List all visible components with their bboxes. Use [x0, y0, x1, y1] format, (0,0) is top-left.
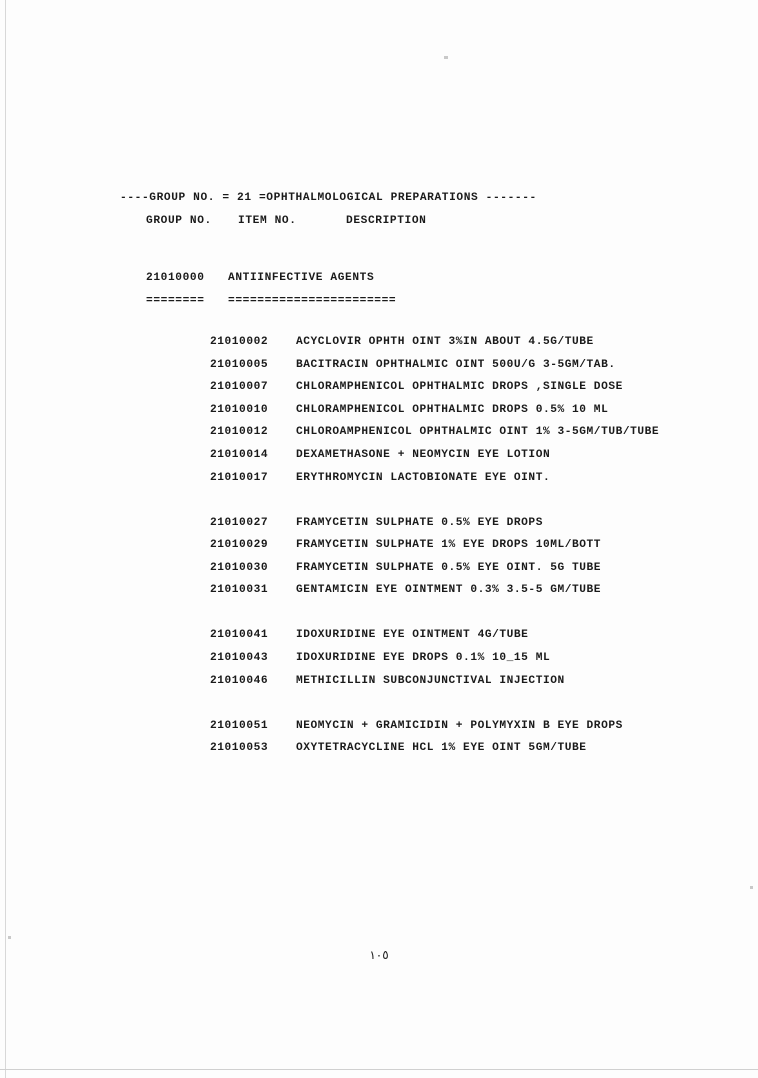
item-row	[210, 715, 750, 738]
item-description: CHLORAMPHENICOL OPHTHALMIC DROPS ,SINGLE DOSE	[296, 381, 623, 394]
item-description: IDOXURIDINE EYE DROPS 0.1% 10_15 ML	[296, 651, 551, 664]
scan-speck	[8, 936, 11, 939]
section-title: ANTIINFECTIVE AGENTS	[228, 272, 375, 284]
item-description: IDOXURIDINE EYE OINTMENT 4G/TUBE	[296, 629, 529, 642]
item-description: OXYTETRACYCLINE HCL 1% EYE OINT 5GM/TUBE	[296, 742, 587, 755]
item-row	[210, 737, 750, 760]
item-row	[210, 557, 750, 580]
item-description: METHICILLIN SUBCONJUNCTIVAL INJECTION	[296, 674, 565, 687]
section-heading	[146, 272, 374, 284]
item-description: DEXAMETHASONE + NEOMYCIN EYE LOTION	[296, 448, 551, 461]
page-edge-left	[5, 0, 6, 1078]
item-row	[210, 579, 750, 624]
item-description: CHLOROAMPHENICOL OPHTHALMIC OINT 1% 3-5GM/TUB/TUBE	[296, 426, 660, 439]
item-row	[210, 624, 750, 647]
item-code: 21010029	[210, 539, 269, 552]
item-code: 21010041	[210, 629, 269, 642]
item-code: 21010014	[210, 448, 269, 461]
item-code: 21010017	[210, 471, 269, 484]
item-row	[210, 467, 750, 512]
column-header-group-no: GROUP NO.	[146, 215, 212, 227]
column-header-description: DESCRIPTION	[346, 215, 427, 227]
group-header-line: ----GROUP NO. = 21 =OPHTHALMOLOGICAL PREPARATIONS -------	[120, 192, 537, 204]
item-code: 21010030	[210, 561, 269, 574]
item-code: 21010002	[210, 336, 269, 348]
item-description: ACYCLOVIR OPHTH OINT 3%IN ABOUT 4.5G/TUBE	[296, 336, 594, 348]
item-code: 21010046	[210, 674, 269, 687]
item-row	[210, 399, 750, 422]
item-description: GENTAMICIN EYE OINTMENT 0.3% 3.5-5 GM/TUBE	[296, 584, 602, 597]
item-code: 21010053	[210, 742, 269, 755]
item-row	[210, 354, 750, 377]
item-description: FRAMYCETIN SULPHATE 0.5% EYE OINT. 5G TUBE	[296, 561, 602, 574]
item-code: 21010031	[210, 584, 269, 597]
item-row	[210, 534, 750, 557]
section-divider-left: ========	[146, 295, 205, 307]
item-row	[210, 512, 750, 535]
page-edge-bottom	[0, 1069, 758, 1070]
item-row	[210, 376, 750, 399]
scan-speck	[444, 56, 448, 59]
item-code: 21010005	[210, 358, 269, 371]
item-description: ERYTHROMYCIN LACTOBIONATE EYE OINT.	[296, 471, 551, 484]
item-code: 21010007	[210, 381, 269, 394]
column-header-item-no: ITEM NO.	[238, 215, 297, 227]
item-code: 21010043	[210, 651, 269, 664]
item-list	[210, 331, 750, 760]
section-divider-right: =======================	[228, 295, 397, 307]
item-description: FRAMYCETIN SULPHATE 0.5% EYE DROPS	[296, 516, 543, 529]
page-number: ١٠٥	[369, 948, 389, 962]
item-description: CHLORAMPHENICOL OPHTHALMIC DROPS 0.5% 10 ML	[296, 403, 609, 416]
item-description: FRAMYCETIN SULPHATE 1% EYE DROPS 10ML/BOTT	[296, 539, 602, 552]
section-divider	[146, 295, 396, 307]
item-row	[210, 421, 750, 444]
item-code: 21010010	[210, 403, 269, 416]
column-headers	[146, 215, 426, 227]
scan-speck	[750, 886, 753, 889]
item-row	[210, 331, 750, 354]
item-description: BACITRACIN OPHTHALMIC OINT 500U/G 3-5GM/TAB.	[296, 358, 616, 371]
item-code: 21010051	[210, 719, 269, 732]
item-code: 21010012	[210, 426, 269, 439]
item-row	[210, 444, 750, 467]
item-row	[210, 670, 750, 715]
item-row	[210, 647, 750, 670]
item-code: 21010027	[210, 516, 269, 529]
section-code: 21010000	[146, 272, 205, 284]
item-description: NEOMYCIN + GRAMICIDIN + POLYMYXIN B EYE DROPS	[296, 719, 623, 732]
